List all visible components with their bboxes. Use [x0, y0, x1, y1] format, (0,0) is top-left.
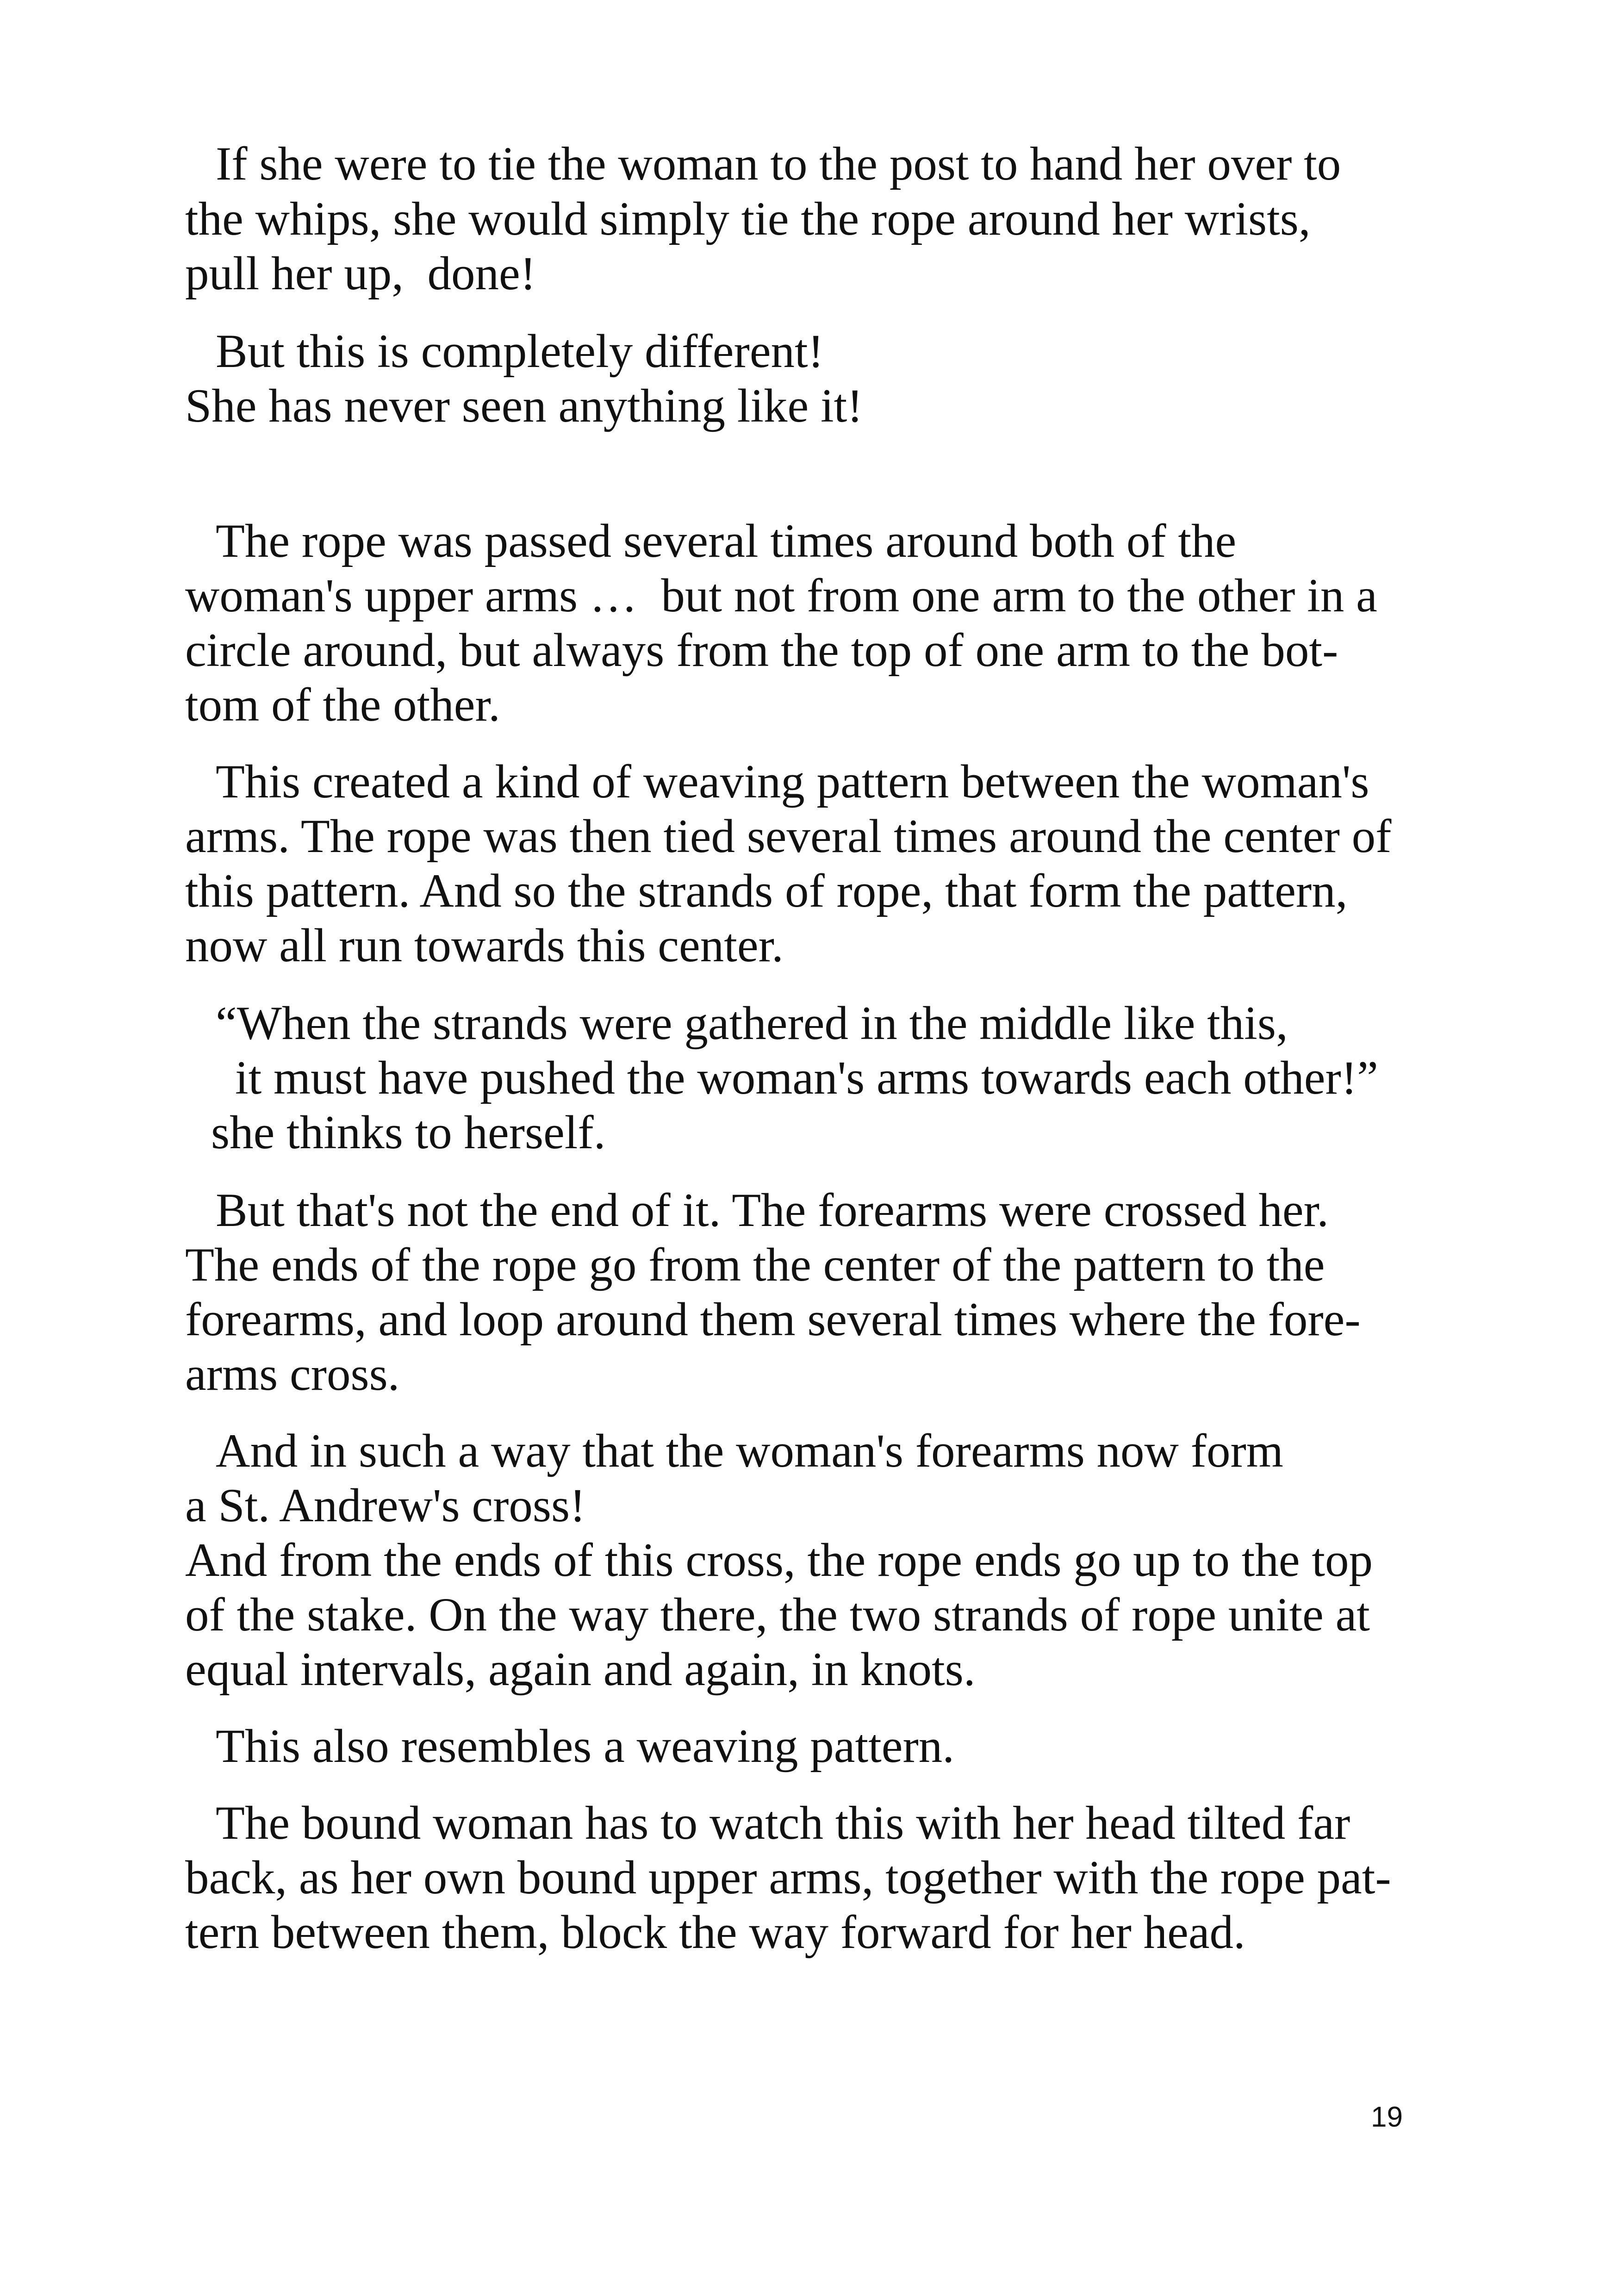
paragraph-7-line-2: a St. Andrew's cross! [185, 1479, 586, 1532]
paragraph-3-line-1: The rope was passed several times around both of the [216, 515, 1237, 567]
paragraph-7-line-3: And from the ends of this cross, the rope ends go up to the top [185, 1534, 1373, 1587]
paragraph-4-line-2: arms. The rope was then tied several times around the center of [185, 810, 1392, 863]
paragraph-6-line-2: The ends of the rope go from the center of the pattern to the [185, 1238, 1325, 1291]
paragraph-3-line-4: tom of the other. [185, 678, 500, 731]
paragraph-2-line-1: But this is completely different! [216, 325, 824, 378]
paragraph-4-line-3: this pattern. And so the strands of rope, that form the pattern, [185, 865, 1348, 917]
paragraph-7-line-5: equal intervals, again and again, in knots. [185, 1643, 976, 1696]
paragraph-6-line-1: But that's not the end of it. The forearms were crossed her. [216, 1184, 1329, 1237]
paragraph-1-line-1: If she were to tie the woman to the post to hand her over to [216, 137, 1341, 190]
paragraph-6-line-4: arms cross. [185, 1348, 400, 1400]
paragraph-4-line-4: now all run towards this center. [185, 919, 784, 972]
paragraph-5-line-1: “When the strands were gathered in the middle like this, [216, 997, 1288, 1050]
paragraph-9-line-1: The bound woman has to watch this with her head tilted far [216, 1797, 1350, 1849]
paragraph-1-line-2: the whips, she would simply tie the rope around her wrists, [185, 193, 1311, 245]
paragraph-2-line-2: She has never seen anything like it! [185, 380, 863, 432]
paragraph-9-line-3: tern between them, block the way forward for her head. [185, 1906, 1245, 1959]
paragraph-8-line-1: This also resembles a weaving pattern. [216, 1720, 954, 1773]
paragraph-7-line-1: And in such a way that the woman's forearms now form [216, 1425, 1283, 1477]
paragraph-7-line-4: of the stake. On the way there, the two strands of rope unite at [185, 1588, 1370, 1641]
paragraph-5-line-2: it must have pushed the woman's arms towards each other!” [235, 1052, 1378, 1104]
paragraph-3-line-2: woman's upper arms … but not from one arm to the other in a [185, 569, 1377, 622]
paragraph-5-line-3: she thinks to herself. [211, 1106, 606, 1159]
paragraph-6-line-3: forearms, and loop around them several times where the fore- [185, 1293, 1361, 1346]
page-number: 19 [1371, 2101, 1403, 2133]
paragraph-1-line-3: pull her up, done! [185, 247, 536, 300]
paragraph-3-line-3: circle around, but always from the top of one arm to the bot- [185, 624, 1338, 677]
paragraph-9-line-2: back, as her own bound upper arms, together with the rope pat- [185, 1851, 1391, 1904]
paragraph-4-line-1: This created a kind of weaving pattern between the woman's [216, 755, 1369, 808]
